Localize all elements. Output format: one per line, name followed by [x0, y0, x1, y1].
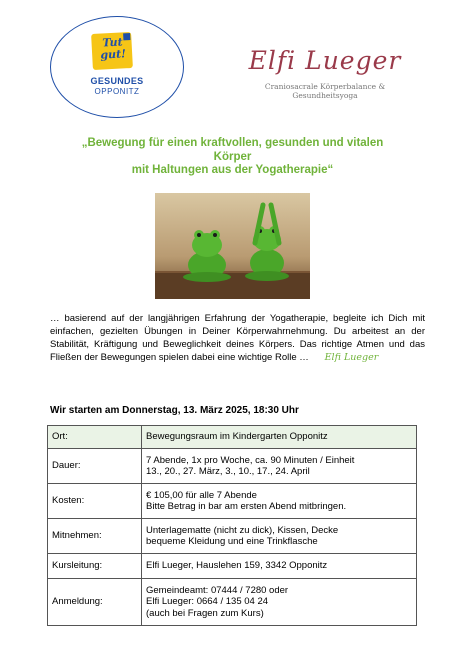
- headline-line-2: Körper: [213, 150, 252, 163]
- value-anmeldung-line: Elfi Lueger: 0664 / 135 04 24: [146, 596, 269, 608]
- tut-gut-badge: [91, 32, 133, 70]
- signature: Elfi Lueger: [324, 352, 379, 363]
- label-dauer: Dauer:: [48, 449, 142, 484]
- table-row: [48, 449, 417, 484]
- table-row: [48, 426, 417, 449]
- brand-subtitle-2: Gesundheitsyoga: [292, 91, 358, 100]
- course-info-table: [47, 425, 417, 626]
- brand-subtitle-1: Craniosacrale Körperbalance &: [264, 82, 386, 91]
- headline-line-3: mit Haltungen aus der Yogatherapie“: [131, 164, 334, 176]
- badge-text-1: Tut: [102, 35, 124, 50]
- value-kursleitung: [142, 554, 417, 579]
- value-mitnehmen: [142, 519, 417, 554]
- logo-line-opponitz: OPPONITZ: [94, 87, 140, 96]
- value-dauer-line: 7 Abende, 1x pro Woche, ca. 90 Minuten / Einheit: [146, 454, 355, 466]
- value-anmeldung-line: Gemeindeamt: 07444 / 7280 oder: [146, 584, 289, 596]
- value-ort-line: Bewegungsraum im Kindergarten Opponitz: [146, 431, 328, 443]
- value-dauer-line: 13., 20., 27. März, 3., 10., 17., 24. April: [146, 466, 310, 477]
- table-row: [48, 554, 417, 579]
- intro-text: … basierend auf der langjährigen Erfahrung der Yogatherapie, begleite ich Dich mit einfachen, gezielten Übungen in Deiner Körperwahrnehmung. Du arbeitest an der Stabilität, Kräftigung und Beweglichkeit deines Körpers. Das richtige Atmen und das Fließen der Bewegungen spielen dabei eine wichtige Rolle …: [50, 313, 425, 363]
- value-anmeldung: [142, 579, 417, 626]
- start-date: Wir starten am Donnerstag, 13. März 2025, 18:30 Uhr: [50, 405, 299, 416]
- table-row: [48, 579, 417, 626]
- table-row: [48, 484, 417, 519]
- value-ort: [142, 426, 417, 449]
- value-kosten-line: € 105,00 für alle 7 Abende: [146, 489, 257, 501]
- label-mitnehmen: Mitnehmen:: [48, 519, 142, 554]
- value-mitnehmen-line: bequeme Kleidung und eine Trinkflasche: [146, 536, 318, 547]
- value-kursleitung-line: Elfi Lueger, Hauslehen 159, 3342 Opponitz: [146, 560, 328, 572]
- label-ort: Ort:: [48, 426, 142, 449]
- brand-name: Elfi Lueger: [248, 46, 402, 75]
- value-kosten-line: Bitte Betrag in bar am ersten Abend mitbringen.: [146, 501, 347, 512]
- value-anmeldung-line: (auch bei Fragen zum Kurs): [146, 607, 264, 619]
- label-kursleitung: Kursleitung:: [48, 554, 142, 579]
- headline: [30, 137, 435, 178]
- badge-text-2: gut!: [100, 47, 127, 62]
- label-anmeldung: Anmeldung:: [48, 579, 142, 626]
- table-row: [48, 519, 417, 554]
- headline-line-1: „Bewegung für einen kraftvollen, gesunden und vitalen: [81, 137, 384, 149]
- yoga-frogs-photo: [155, 193, 310, 299]
- intro-paragraph: [50, 312, 425, 364]
- label-kosten: Kosten:: [48, 484, 142, 519]
- logo-line-gesundes: GESUNDES: [90, 76, 144, 86]
- value-kosten: [142, 484, 417, 519]
- value-mitnehmen-line: Unterlagematte (nicht zu dick), Kissen, Decke: [146, 524, 339, 536]
- value-dauer: [142, 449, 417, 484]
